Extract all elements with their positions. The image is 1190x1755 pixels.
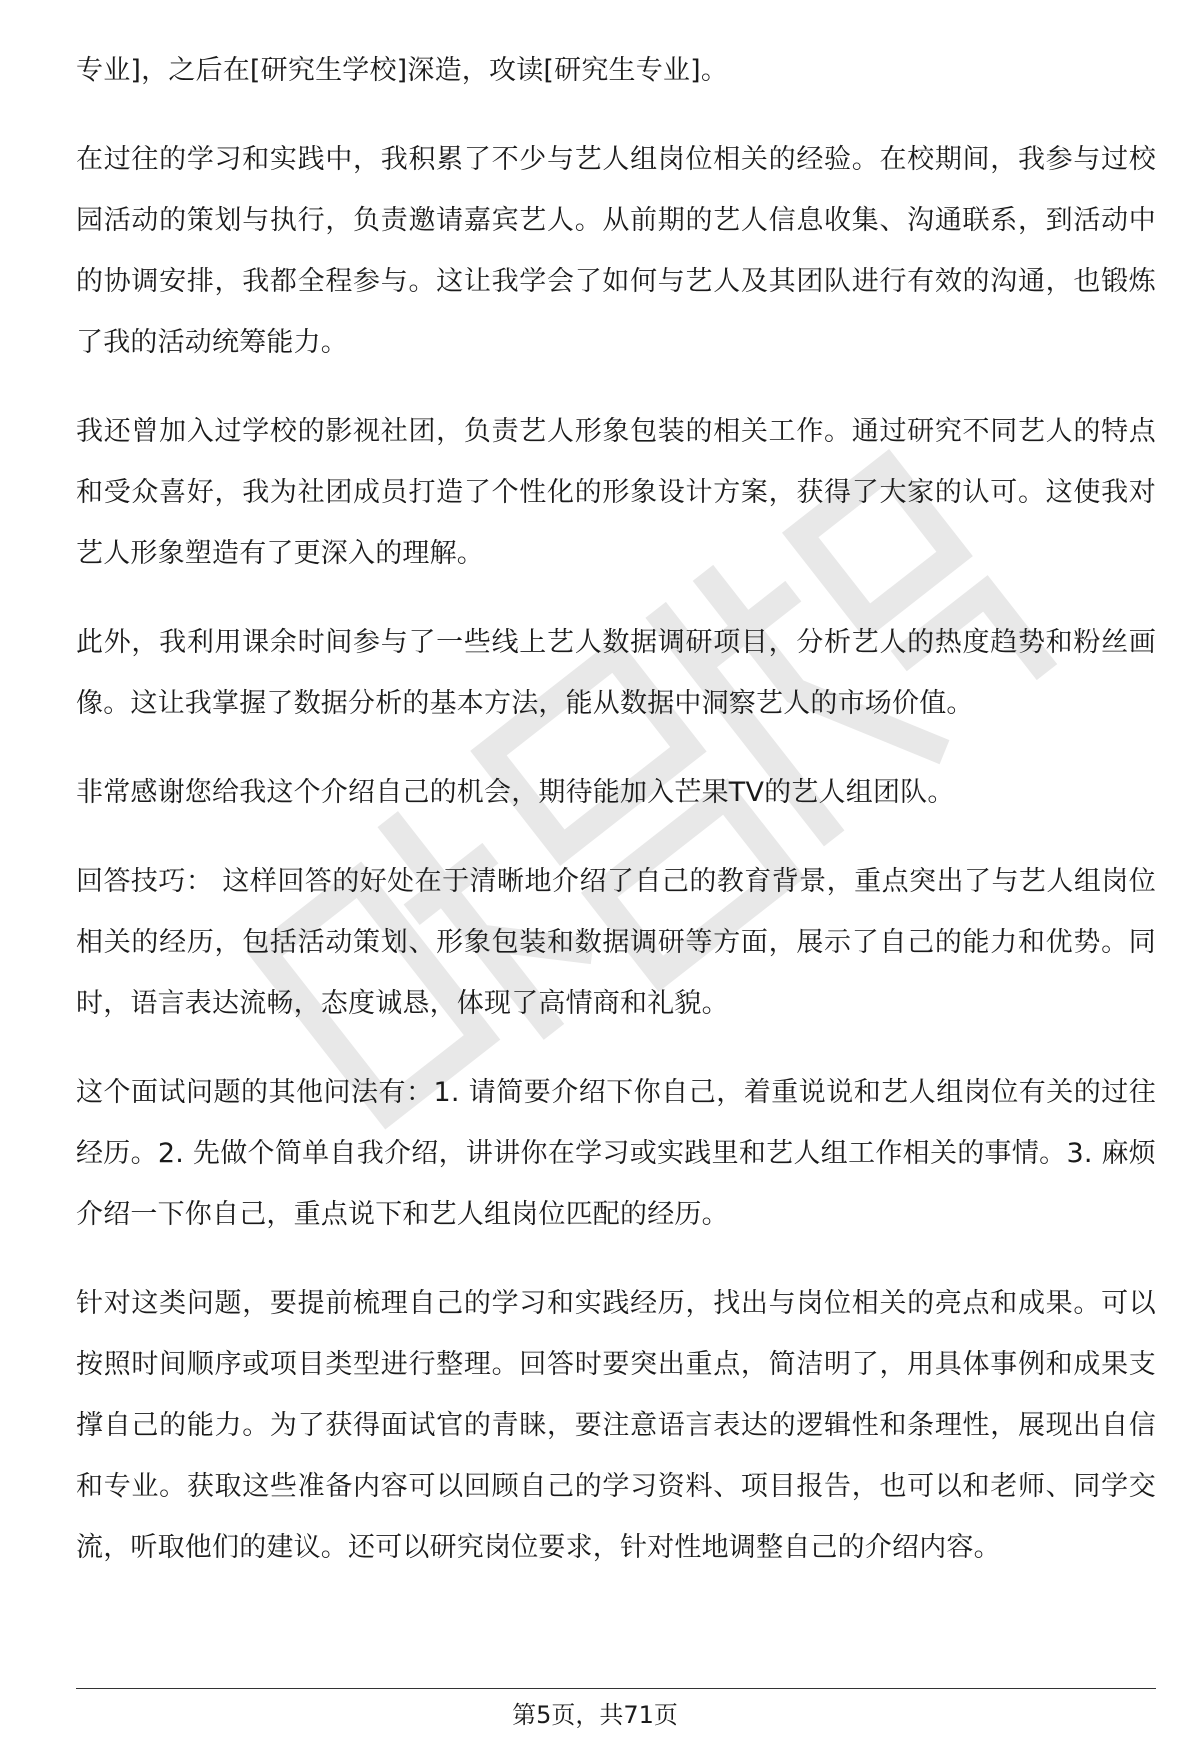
preparation-advice-paragraph: 针对这类问题，要提前梳理自己的学习和实践经历，找出与岗位相关的亮点和成果。可以按照时间顺序或项目类型进行整理。回答时要突出重点，简洁明了，用具体事例和成果支撑自己的能力。为了获得面试官的青睐，要注意语言表达的逻辑性和条理性，展现出自信和专业。获取这些准备内容可以回顾自己的学习资料、项目报告，也可以和老师、同学交流，听取他们的建议。还可以研究岗位要求，针对性地调整自己的介绍内容。	[76, 1288, 1156, 1563]
document-body	[76, 40, 1156, 1606]
paragraph: 在过往的学习和实践中，我积累了不少与艺人组岗位相关的经验。在校期间，我参与过校园活动的策划与执行，负责邀请嘉宾艺人。从前期的艺人信息收集、沟通联系，到活动中的协调安排，我都全程参与。这让我学会了如何与艺人及其团队进行有效的沟通，也锻炼了我的活动统筹能力。	[76, 144, 1156, 358]
paragraph: 我还曾加入过学校的影视社团，负责艺人形象包装的相关工作。通过研究不同艺人的特点和受众喜好，我为社团成员打造了个性化的形象设计方案，获得了大家的认可。这使我对艺人形象塑造有了更深入的理解。	[76, 416, 1156, 569]
page-number: 第5页，共71页	[512, 1701, 678, 1729]
answer-tips-paragraph: 回答技巧： 这样回答的好处在于清晰地介绍了自己的教育背景，重点突出了与艺人组岗位相关的经历，包括活动策划、形象包装和数据调研等方面，展示了自己的能力和优势。同时，语言表达流畅，态度诚恳，体现了高情商和礼貌。	[76, 866, 1156, 1019]
footer-divider	[76, 1688, 1156, 1689]
alternate-questions-paragraph: 这个面试问题的其他问法有：1. 请简要介绍下你自己，着重说说和艺人组岗位有关的过往经历。2. 先做个简单自我介绍，讲讲你在学习或实践里和艺人组工作相关的事情。3. 麻烦介绍一下你自己，重点说下和艺人组岗位匹配的经历。	[76, 1077, 1156, 1230]
paragraph: 非常感谢您给我这个介绍自己的机会，期待能加入芒果TV的艺人组团队。	[76, 777, 955, 808]
paragraph: 此外，我利用课余时间参与了一些线上艺人数据调研项目，分析艺人的热度趋势和粉丝画像。这让我掌握了数据分析的基本方法，能从数据中洞察艺人的市场价值。	[76, 627, 1156, 719]
paragraph: 专业]，之后在[研究生学校]深造，攻读[研究生专业]。	[76, 55, 729, 86]
